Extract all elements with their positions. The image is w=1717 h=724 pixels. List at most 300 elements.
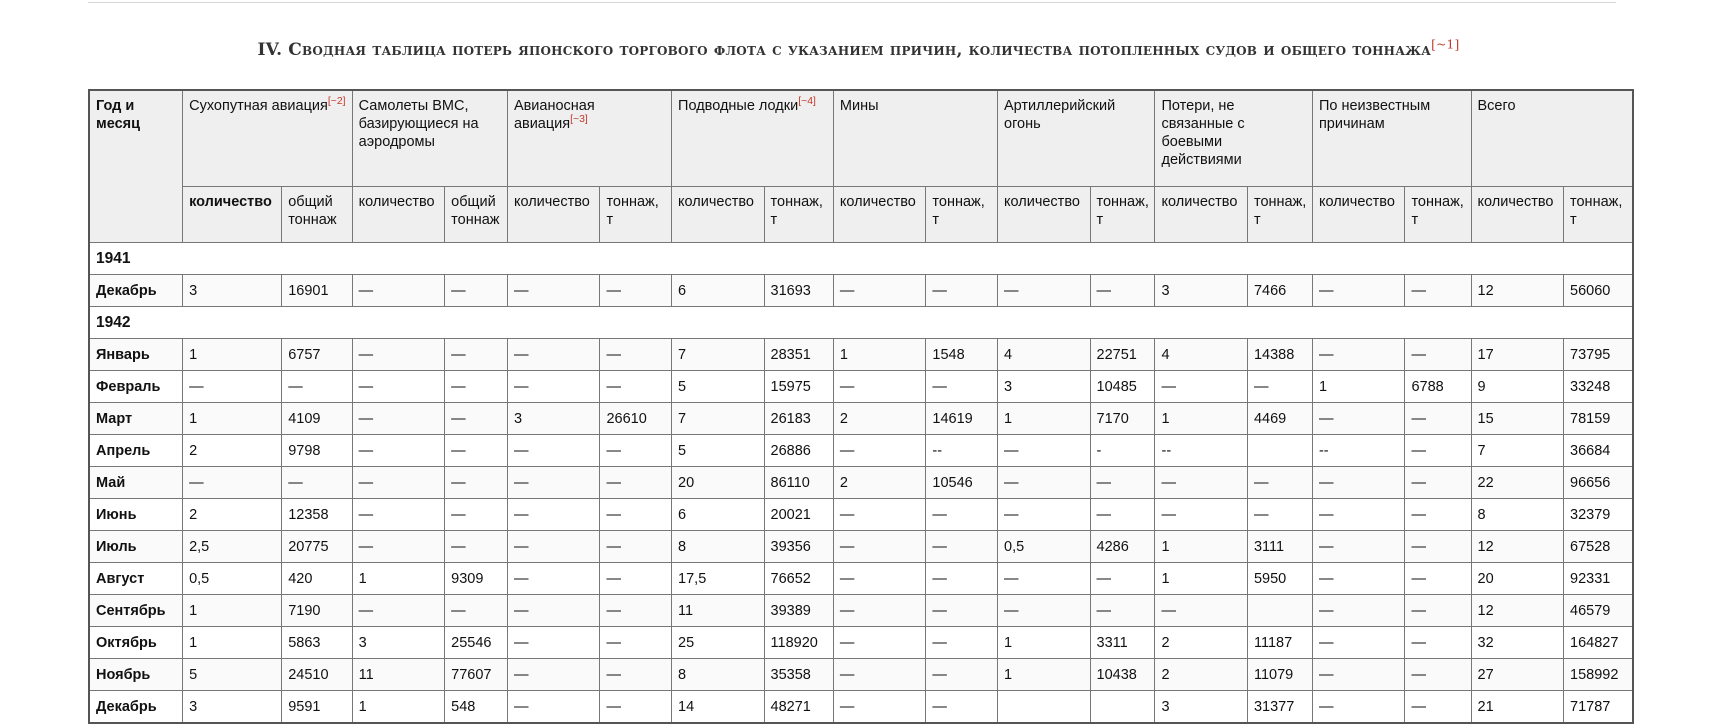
table-cell: 67528 xyxy=(1564,531,1633,563)
table-cell: - xyxy=(1090,435,1155,467)
table-cell: 26886 xyxy=(764,435,833,467)
table-cell: 26610 xyxy=(600,403,672,435)
table-cell: — xyxy=(507,595,600,627)
table-cell: 4109 xyxy=(282,403,352,435)
table-cell: 8 xyxy=(672,659,765,691)
table-cell: — xyxy=(600,691,672,724)
table-cell: 9 xyxy=(1471,371,1564,403)
table-cell: — xyxy=(1405,691,1471,724)
table-cell xyxy=(1247,435,1312,467)
table-cell: — xyxy=(998,275,1091,307)
table-cell: — xyxy=(1090,275,1155,307)
table-cell: 1 xyxy=(1155,403,1248,435)
sub-header: тоннаж, т xyxy=(1564,187,1633,243)
table-cell: 118920 xyxy=(764,627,833,659)
table-cell: 11 xyxy=(352,659,445,691)
table-cell: — xyxy=(998,563,1091,595)
table-cell: — xyxy=(352,371,445,403)
group-header-label: Мины xyxy=(839,98,879,114)
table-cell: 14 xyxy=(672,691,765,724)
table-cell: 17 xyxy=(1471,339,1564,371)
table-cell: — xyxy=(445,339,508,371)
table-cell: 1 xyxy=(1155,531,1248,563)
table-row xyxy=(89,531,1633,563)
table-cell: 0,5 xyxy=(183,563,282,595)
month-label: Декабрь xyxy=(89,275,183,307)
group-header xyxy=(998,90,1155,187)
table-cell: 26183 xyxy=(764,403,833,435)
table-cell: — xyxy=(507,499,600,531)
group-header-label: Авианосная авиация xyxy=(513,98,595,132)
table-cell: 10438 xyxy=(1090,659,1155,691)
table-cell: 164827 xyxy=(1564,627,1633,659)
sub-header: тоннаж, т xyxy=(1090,187,1155,243)
footnote-link[interactable]: [~2] xyxy=(327,96,346,108)
table-cell: 3111 xyxy=(1247,531,1312,563)
table-cell: 3311 xyxy=(1090,627,1155,659)
table-cell: 7466 xyxy=(1247,275,1312,307)
table-row xyxy=(89,499,1633,531)
table-cell: 78159 xyxy=(1564,403,1633,435)
table-cell: 22751 xyxy=(1090,339,1155,371)
sub-header: общий тоннаж xyxy=(282,187,352,243)
table-header xyxy=(89,90,1633,243)
table-cell: 35358 xyxy=(764,659,833,691)
table-cell: 28351 xyxy=(764,339,833,371)
table-cell: — xyxy=(507,659,600,691)
table-cell: — xyxy=(1312,275,1405,307)
table-cell: — xyxy=(998,499,1091,531)
sub-header: тоннаж, т xyxy=(600,187,672,243)
table-cell: — xyxy=(833,595,926,627)
table-cell: — xyxy=(1090,467,1155,499)
table-row xyxy=(89,595,1633,627)
table-cell: 1 xyxy=(183,627,282,659)
table-cell: — xyxy=(445,275,508,307)
table-cell: 1 xyxy=(352,563,445,595)
group-header-label: Сухопутная авиация xyxy=(189,98,328,114)
table-cell: 3 xyxy=(352,627,445,659)
table-cell: 76652 xyxy=(764,563,833,595)
table-cell: 46579 xyxy=(1564,595,1633,627)
table-cell: 5950 xyxy=(1247,563,1312,595)
table-cell: 1 xyxy=(998,403,1091,435)
losses-table xyxy=(88,89,1634,724)
table-cell: 15975 xyxy=(764,371,833,403)
table-cell: 10546 xyxy=(926,467,998,499)
table-cell: — xyxy=(833,531,926,563)
sub-header: количество xyxy=(1471,187,1564,243)
table-cell: 8 xyxy=(1471,499,1564,531)
table-cell: 2 xyxy=(183,499,282,531)
table-cell: 39356 xyxy=(764,531,833,563)
table-cell: — xyxy=(445,435,508,467)
table-cell: 31693 xyxy=(764,275,833,307)
table-cell: — xyxy=(1247,499,1312,531)
table-cell: 10485 xyxy=(1090,371,1155,403)
sub-header: количество xyxy=(1155,187,1248,243)
table-cell: 14619 xyxy=(926,403,998,435)
table-cell: — xyxy=(600,563,672,595)
table-cell xyxy=(998,691,1091,724)
table-cell: 27 xyxy=(1471,659,1564,691)
header-row-groups xyxy=(89,90,1633,187)
group-header-label: Потери, не связанные с боевыми действиями xyxy=(1161,98,1245,168)
table-cell: 5863 xyxy=(282,627,352,659)
table-cell: — xyxy=(926,275,998,307)
table-cell: — xyxy=(926,595,998,627)
table-cell: — xyxy=(445,467,508,499)
table-cell: 3 xyxy=(183,691,282,724)
table-cell: — xyxy=(282,467,352,499)
table-cell: 4469 xyxy=(1247,403,1312,435)
table-cell: 1548 xyxy=(926,339,998,371)
year-label: 1942 xyxy=(89,307,1633,339)
sub-header: количество xyxy=(1312,187,1405,243)
table-body xyxy=(89,243,1633,724)
table-cell: — xyxy=(507,371,600,403)
table-cell: 48271 xyxy=(764,691,833,724)
table-cell: 3 xyxy=(1155,691,1248,724)
table-cell: — xyxy=(833,563,926,595)
table-cell: — xyxy=(1312,499,1405,531)
table-cell: 4286 xyxy=(1090,531,1155,563)
table-cell: — xyxy=(1405,627,1471,659)
table-cell: — xyxy=(1405,435,1471,467)
table-cell: — xyxy=(352,275,445,307)
sub-header: тоннаж, т xyxy=(1405,187,1471,243)
table-cell: 5 xyxy=(672,435,765,467)
table-cell: — xyxy=(1090,563,1155,595)
corner-header: Год и месяц xyxy=(89,90,183,243)
table-cell: 2 xyxy=(1155,659,1248,691)
group-header xyxy=(352,90,507,187)
table-cell: 158992 xyxy=(1564,659,1633,691)
month-label: Май xyxy=(89,467,183,499)
table-cell: — xyxy=(1405,339,1471,371)
table-cell: — xyxy=(352,435,445,467)
table-cell: — xyxy=(183,371,282,403)
table-cell: — xyxy=(600,499,672,531)
table-cell: 1 xyxy=(998,659,1091,691)
table-row xyxy=(89,467,1633,499)
footnote-link[interactable]: [~3] xyxy=(570,114,588,126)
table-cell: 4 xyxy=(1155,339,1248,371)
table-cell: — xyxy=(445,531,508,563)
table-cell: 7190 xyxy=(282,595,352,627)
group-header-label: Подводные лодки xyxy=(678,98,799,114)
table-cell: 1 xyxy=(352,691,445,724)
table-cell: 2 xyxy=(833,403,926,435)
table-row xyxy=(89,435,1633,467)
footnote-link[interactable]: [~4] xyxy=(798,96,816,108)
table-cell: 2 xyxy=(183,435,282,467)
table-cell: 3 xyxy=(998,371,1091,403)
table-cell: 8 xyxy=(672,531,765,563)
table-cell: 11187 xyxy=(1247,627,1312,659)
table-cell: — xyxy=(183,467,282,499)
table-cell: 12 xyxy=(1471,595,1564,627)
group-header xyxy=(507,90,671,187)
table-cell xyxy=(1090,691,1155,724)
month-label: Октябрь xyxy=(89,627,183,659)
group-header xyxy=(833,90,997,187)
table-cell: 12 xyxy=(1471,275,1564,307)
table-cell: — xyxy=(1155,595,1248,627)
table-cell: — xyxy=(1312,339,1405,371)
table-cell: — xyxy=(507,275,600,307)
table-cell: 39389 xyxy=(764,595,833,627)
table-cell: — xyxy=(507,339,600,371)
table-row xyxy=(89,659,1633,691)
table-cell: 71787 xyxy=(1564,691,1633,724)
table-cell: 9309 xyxy=(445,563,508,595)
table-cell: 6757 xyxy=(282,339,352,371)
table-cell: — xyxy=(445,499,508,531)
table-row xyxy=(89,627,1633,659)
table-cell: — xyxy=(282,371,352,403)
table-cell: — xyxy=(926,499,998,531)
table-cell: 1 xyxy=(833,339,926,371)
table-cell: 20 xyxy=(1471,563,1564,595)
table-cell: 11079 xyxy=(1247,659,1312,691)
table-cell: — xyxy=(1090,595,1155,627)
group-header-label: Артиллерийский огонь xyxy=(1004,98,1116,132)
table-cell: 5 xyxy=(672,371,765,403)
table-cell: — xyxy=(507,467,600,499)
table-cell: 17,5 xyxy=(672,563,765,595)
table-cell: — xyxy=(833,499,926,531)
table-cell: — xyxy=(833,691,926,724)
table-cell: 1 xyxy=(183,339,282,371)
month-label: Июнь xyxy=(89,499,183,531)
table-cell: — xyxy=(1405,595,1471,627)
table-cell: — xyxy=(1312,467,1405,499)
group-header xyxy=(183,90,353,187)
table-cell: 548 xyxy=(445,691,508,724)
table-cell: — xyxy=(1405,499,1471,531)
header-row-sub xyxy=(89,187,1633,243)
table-cell: 11 xyxy=(672,595,765,627)
table-cell: 5 xyxy=(183,659,282,691)
table-cell xyxy=(1247,595,1312,627)
table-cell: — xyxy=(926,563,998,595)
table-cell: 1 xyxy=(183,403,282,435)
sub-header: количество xyxy=(672,187,765,243)
table-cell: — xyxy=(833,275,926,307)
table-cell: — xyxy=(926,659,998,691)
table-cell: — xyxy=(600,339,672,371)
table-cell: 32379 xyxy=(1564,499,1633,531)
table-cell: — xyxy=(1405,531,1471,563)
table-cell: — xyxy=(998,435,1091,467)
table-cell: — xyxy=(1155,371,1248,403)
table-cell: 3 xyxy=(1155,275,1248,307)
sub-header: тоннаж, т xyxy=(764,187,833,243)
group-header-label: По неизвестным причинам xyxy=(1318,98,1431,132)
group-header xyxy=(1312,90,1471,187)
table-cell: 73795 xyxy=(1564,339,1633,371)
table-cell: 1 xyxy=(1155,563,1248,595)
month-label: Февраль xyxy=(89,371,183,403)
sub-header: тоннаж, т xyxy=(1247,187,1312,243)
table-cell: 92331 xyxy=(1564,563,1633,595)
table-cell: — xyxy=(1090,499,1155,531)
month-label: Декабрь xyxy=(89,691,183,724)
table-cell: — xyxy=(833,371,926,403)
group-header-label: Самолеты ВМС, базирующиеся на аэродромы xyxy=(358,98,479,150)
table-cell: — xyxy=(1312,659,1405,691)
table-cell: 22 xyxy=(1471,467,1564,499)
table-cell: 77607 xyxy=(445,659,508,691)
table-cell: — xyxy=(352,467,445,499)
table-cell: 7 xyxy=(672,403,765,435)
sub-header: общий тоннаж xyxy=(445,187,508,243)
table-cell: — xyxy=(926,531,998,563)
table-cell: — xyxy=(833,627,926,659)
table-cell: -- xyxy=(926,435,998,467)
table-cell: 7 xyxy=(1471,435,1564,467)
table-cell: 1 xyxy=(183,595,282,627)
table-cell: — xyxy=(445,595,508,627)
table-cell: 20 xyxy=(672,467,765,499)
table-cell: — xyxy=(1312,595,1405,627)
sub-header: количество xyxy=(183,187,282,243)
table-cell: 21 xyxy=(1471,691,1564,724)
table-cell: — xyxy=(1405,563,1471,595)
table-cell: — xyxy=(352,531,445,563)
table-cell: 6 xyxy=(672,499,765,531)
table-cell: 15 xyxy=(1471,403,1564,435)
table-cell: 2 xyxy=(1155,627,1248,659)
sub-header: количество xyxy=(833,187,926,243)
table-cell: 6788 xyxy=(1405,371,1471,403)
year-row xyxy=(89,243,1633,275)
table-cell: — xyxy=(507,627,600,659)
table-cell: 33248 xyxy=(1564,371,1633,403)
table-cell: 1 xyxy=(998,627,1091,659)
table-cell: — xyxy=(507,691,600,724)
group-header xyxy=(1155,90,1312,187)
table-cell: — xyxy=(507,435,600,467)
table-cell: 86110 xyxy=(764,467,833,499)
table-cell: 36684 xyxy=(1564,435,1633,467)
year-label: 1941 xyxy=(89,243,1633,275)
table-cell: 16901 xyxy=(282,275,352,307)
table-cell: — xyxy=(445,403,508,435)
table-cell: 20775 xyxy=(282,531,352,563)
month-label: Ноябрь xyxy=(89,659,183,691)
year-row xyxy=(89,307,1633,339)
table-cell: 9798 xyxy=(282,435,352,467)
table-cell: 24510 xyxy=(282,659,352,691)
table-cell: — xyxy=(998,595,1091,627)
table-cell: — xyxy=(998,467,1091,499)
table-cell: 4 xyxy=(998,339,1091,371)
table-cell: — xyxy=(1312,531,1405,563)
table-cell: — xyxy=(833,435,926,467)
table-cell: 1 xyxy=(1312,371,1405,403)
table-row xyxy=(89,339,1633,371)
table-cell: 12 xyxy=(1471,531,1564,563)
table-cell: 6 xyxy=(672,275,765,307)
table-cell: — xyxy=(352,403,445,435)
table-cell: — xyxy=(507,563,600,595)
table-cell: — xyxy=(926,691,998,724)
table-cell: 20021 xyxy=(764,499,833,531)
table-cell: 32 xyxy=(1471,627,1564,659)
table-cell: 25 xyxy=(672,627,765,659)
table-cell: — xyxy=(1312,627,1405,659)
table-cell: — xyxy=(352,339,445,371)
sub-header: тоннаж, т xyxy=(926,187,998,243)
table-cell: — xyxy=(1405,403,1471,435)
title-footnote-link[interactable]: [~1] xyxy=(1431,37,1460,52)
table-cell: — xyxy=(1312,563,1405,595)
table-cell: — xyxy=(1312,403,1405,435)
table-cell: — xyxy=(600,627,672,659)
group-header xyxy=(1471,90,1633,187)
table-cell: 9591 xyxy=(282,691,352,724)
table-cell: 31377 xyxy=(1247,691,1312,724)
table-cell: 14388 xyxy=(1247,339,1312,371)
table-cell: — xyxy=(600,595,672,627)
month-label: Июль xyxy=(89,531,183,563)
table-row xyxy=(89,563,1633,595)
table-cell: — xyxy=(352,499,445,531)
table-cell: 420 xyxy=(282,563,352,595)
table-cell: 3 xyxy=(507,403,600,435)
table-cell: 7170 xyxy=(1090,403,1155,435)
table-cell: — xyxy=(1155,467,1248,499)
table-cell: — xyxy=(600,467,672,499)
sub-header: количество xyxy=(998,187,1091,243)
table-cell: 56060 xyxy=(1564,275,1633,307)
group-header xyxy=(672,90,834,187)
table-cell: — xyxy=(600,531,672,563)
table-row xyxy=(89,403,1633,435)
table-cell: — xyxy=(600,659,672,691)
table-cell: 96656 xyxy=(1564,467,1633,499)
table-cell: — xyxy=(1405,659,1471,691)
month-label: Январь xyxy=(89,339,183,371)
month-label: Август xyxy=(89,563,183,595)
table-cell: — xyxy=(1405,275,1471,307)
table-cell: — xyxy=(1155,499,1248,531)
table-cell: — xyxy=(445,371,508,403)
table-cell: — xyxy=(926,371,998,403)
table-cell: — xyxy=(926,627,998,659)
sub-header: количество xyxy=(352,187,445,243)
table-cell: — xyxy=(352,595,445,627)
table-cell: 7 xyxy=(672,339,765,371)
table-cell: — xyxy=(1312,691,1405,724)
title-text: IV. Сводная таблица потерь японского торгового флота с указанием причин, количества потопленных судов и общего тоннажа xyxy=(257,40,1432,60)
month-label: Апрель xyxy=(89,435,183,467)
table-cell: 12358 xyxy=(282,499,352,531)
table-cell: — xyxy=(600,435,672,467)
table-row xyxy=(89,371,1633,403)
table-cell: 2 xyxy=(833,467,926,499)
table-cell: — xyxy=(1247,371,1312,403)
table-row xyxy=(89,691,1633,724)
table-cell: — xyxy=(1405,467,1471,499)
table-row xyxy=(89,275,1633,307)
table-cell: -- xyxy=(1155,435,1248,467)
table-cell: — xyxy=(600,275,672,307)
table-cell: 3 xyxy=(183,275,282,307)
month-label: Сентябрь xyxy=(89,595,183,627)
